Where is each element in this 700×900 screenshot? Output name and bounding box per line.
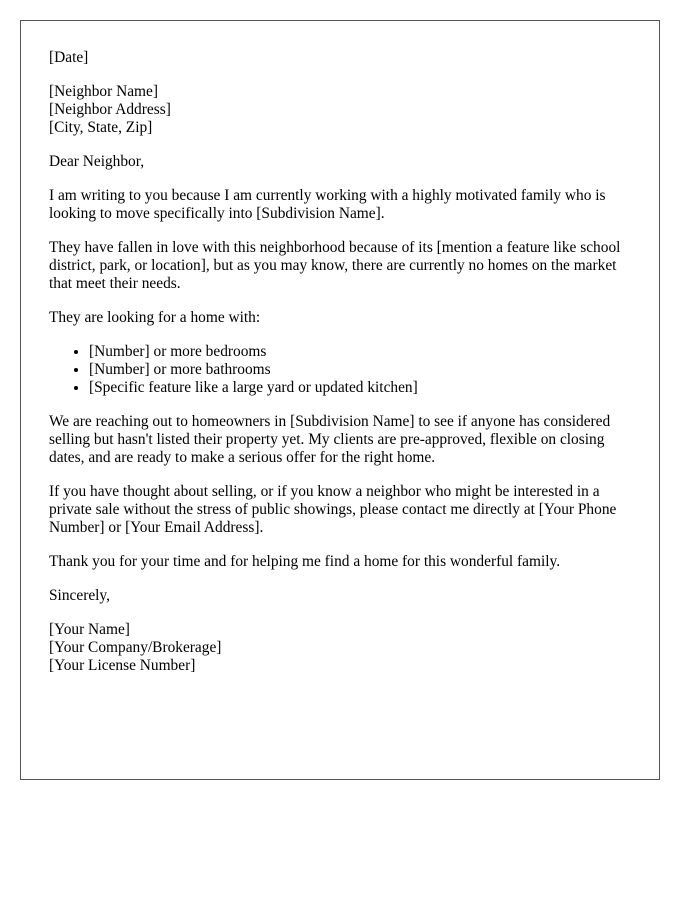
recipient-city-state-zip: [City, State, Zip] [49, 119, 153, 136]
list-item: • [Number] or more bathrooms [89, 361, 631, 379]
closing: Sincerely, [49, 587, 110, 604]
paragraph-intro: I am writing to you because I am currently working with a highly motivated family who is looking to move specifically into [Subdivision Name]. [49, 187, 606, 222]
letter-date: [Date] [49, 49, 89, 66]
signature-name: [Your Name] [49, 621, 130, 638]
letter-page [20, 20, 660, 780]
recipient-name: [Neighbor Name] [49, 83, 158, 100]
signature-block [49, 621, 631, 675]
paragraph-contact: If you have thought about selling, or if you know a neighbor who might be interested in a private sale without the stress of public showings, please contact me directly at [Your Phone Number] or [Your Email Address]. [49, 483, 617, 536]
recipient-address: [Neighbor Address] [49, 101, 171, 118]
paragraph-outreach: We are reaching out to homeowners in [Subdivision Name] to see if anyone has considered selling but hasn't listed their property yet. My clients are pre-approved, flexible on closing dates, and are ready to make a serious offer for the right home. [49, 413, 611, 466]
requirements-list [49, 343, 631, 397]
paragraph-looking-for: They are looking for a home with: [49, 309, 261, 326]
list-item: • [Specific feature like a large yard or updated kitchen] [89, 379, 631, 397]
signature-company: [Your Company/Brokerage] [49, 639, 222, 656]
salutation: Dear Neighbor, [49, 153, 145, 170]
paragraph-thanks: Thank you for your time and for helping me find a home for this wonderful family. [49, 553, 561, 570]
paragraph-neighborhood: They have fallen in love with this neighborhood because of its [mention a feature like school district, park, or location], but as you may know, there are currently no homes on the market that meet their needs. [49, 239, 621, 292]
signature-license: [Your License Number] [49, 657, 196, 674]
recipient-block [49, 83, 631, 137]
list-item: • [Number] or more bedrooms [89, 343, 631, 361]
